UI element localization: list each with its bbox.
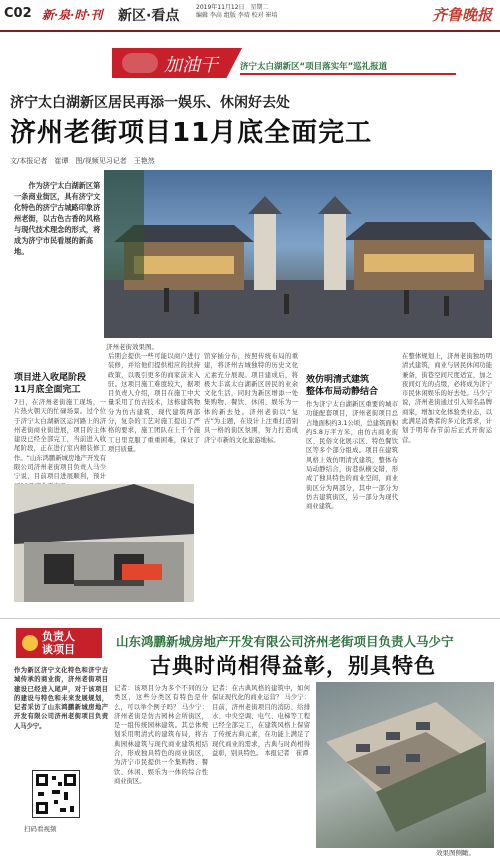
banner-slogan: 加油干 (164, 55, 218, 76)
interview-title: 古典时尚相得益彰，别具特色 (150, 654, 436, 678)
column-badge (16, 628, 102, 658)
aerial-rendering-illustration (316, 682, 494, 848)
badge-person-icon (22, 635, 38, 651)
campaign-banner (112, 48, 456, 78)
column-2-text: 后期会提供一些可能以商户进行装修，并给他们提供相应的扶持政策，以吸引更多的商家前来入驻。这项目施工难度较大，据项目负责人介绍，项目在施工中大量采用了仿古技术，这栋建筑物分为仿古建筑、现代建筑两部分，复杂的工艺对施工提出了严格的要求，施工团队在上千个施工日里克服了重重困难，保证了项目质量。 (108, 353, 200, 453)
rendering-caption: 济州老街效果图。 (106, 343, 158, 351)
aerial-caption: 效果图侧瞰。 (436, 849, 475, 857)
banner-underline (240, 73, 456, 75)
article-intro: 作为济宁太白湖新区第一条商业街区，具有济宁文化特色的济宁古城路印象济州老街，以古色古香的风格与现代技术理念的形式，将成为济宁市民看展的新高地。 (14, 181, 101, 256)
section-name: 新区·看点 (118, 8, 180, 24)
section-divider (0, 618, 500, 619)
paper-name: 新·泉·时·刊 (42, 8, 103, 22)
interview-column-2: 记者：在古典风格的建筑中，如何保证现代化的商业运营？ 马少宁：目前，济州老街项目的消防、给排水、中央空调、电气、电梯等工程已经全部完工，在建筑风格上保留了传统古典元素，在功能上满足了现代商业的需求，古典与时尚相得益彰，别具特色。 本报记者 崔谭 (212, 685, 310, 758)
interview-column-1: 记者：该项目分为多个不同的分类区，这些分类区有特色是什么，可以举个例子吗？ 马少宁：济州老街是仿古园林会所街区，是一组传统园林建筑。其总体规划采用明清式的建筑布局，将古典园林建筑与现代商业建筑相结合，形成独具特色的商业街区，为济宁市民提供一个集购物、餐饮、休闲、娱乐为一体的综合性商业街区。 (114, 685, 208, 785)
interview-headline: 山东鸿鹏新城房地产开发有限公司济州老街项目负责人马少宁 (116, 634, 454, 649)
banner-logo-icon (122, 53, 158, 73)
rendering-photo (104, 170, 492, 338)
brand-logo: 齐鲁晚报 (431, 6, 492, 24)
column-3-text: 馆穿插分布，按照传统布局的重建，将济州古城独特的历史文化元素充分展现。项目建成后，将极大丰富太白湖新区居民的业余文化生活，同时为新区增添一处集购物、餐饮、休闲、娱乐为一体的新去处。济州老街以“复古”为主题，在设计上注重打造别具一格的街区氛围，努力打造成济宁市新的文化旅游地标。 (204, 353, 298, 444)
column-4-text: 作为济宁太白湖新区重要的城市功能配套项目，济州老街项目总占地面积约3.1公顷，总建筑面积约5.8万平方米，由仿古商业街区、民俗文化展示区、特色餐饮区等多个部分组成。项目在建筑风格上效仿明清式建筑，整体布局动静结合，街巷纵横交错，形成了独具特色的商业空间，商业街区分为两部分，其中一部分为仿古建筑街区，另一部分为现代商业建筑。 (306, 401, 398, 511)
section-head-architecture: 效仿明清式建筑 整体布局动静结合 (306, 375, 379, 397)
section-head-progress: 项目进入收尾阶段 11月底全面完工 (14, 373, 87, 395)
street-rendering-illustration (104, 170, 492, 338)
qr-caption: 扫码看视频 (24, 825, 57, 833)
column-1-text: 7日，在济州老街施工现场，一片热火朝天的忙碌场景。过个位于济宁太白湖新区运河路上的济州老街商业街进展，项目的主体建设已经全部完工，当前进入收尾阶段，正在进行室内精装修工作。“山东鸿鹏新城房地产开发有限公司济州老街项目负责人马少宁说，目前项目进展顺利，预计 (14, 399, 106, 481)
article-byline: 文/本报记者 崔谭 图/视频见习记者 王艳然 (10, 157, 155, 165)
construction-illustration (14, 484, 194, 602)
article-subtitle: 济宁太白湖新区居民再添一娱乐、休闲好去处 (10, 95, 290, 111)
article-title: 济州老街项目11月底全面完工 (10, 118, 373, 148)
aerial-rendering-photo (316, 682, 494, 848)
page-number: C02 (4, 6, 32, 21)
edition-meta (196, 4, 278, 20)
interview-intro: 作为新区济宁文化特色和济宁古城传承的商业街，济州老街项目建设已经进入尾声，对于该项目的建设与特色和未来发展规划，记者采访了山东鸿鹏新城房地产开发有限公司济州老街项目负责人马少宁。 (14, 667, 108, 730)
banner-text: 济宁太白湖新区“项目落实年”巡礼报道 (240, 62, 388, 72)
edition-date: 2019年11月12日 星期二 (196, 4, 269, 11)
page-header (0, 0, 500, 32)
construction-photo (14, 484, 194, 602)
column-5-text: 在整体规划上，济州老街独坊明清式建筑，商业与居民休闲功能兼备，街巷空间尺度适宜，加之夜间灯光的点缀，必将成为济宁市民休闲娱乐的好去处。马少宁说，济州老街通过引入知名品牌商家，增加文化体验类业态，以此满足消费者的多元化需求，计划于明年春节前后正式开街运营。 (402, 353, 492, 444)
badge-label: 负责人 谈项目 (42, 630, 75, 656)
qr-code-pattern (33, 771, 79, 817)
edition-editors: 编辑 李高 组版 李靖 校对 崔培 (196, 12, 278, 19)
qr-code[interactable] (32, 770, 80, 818)
